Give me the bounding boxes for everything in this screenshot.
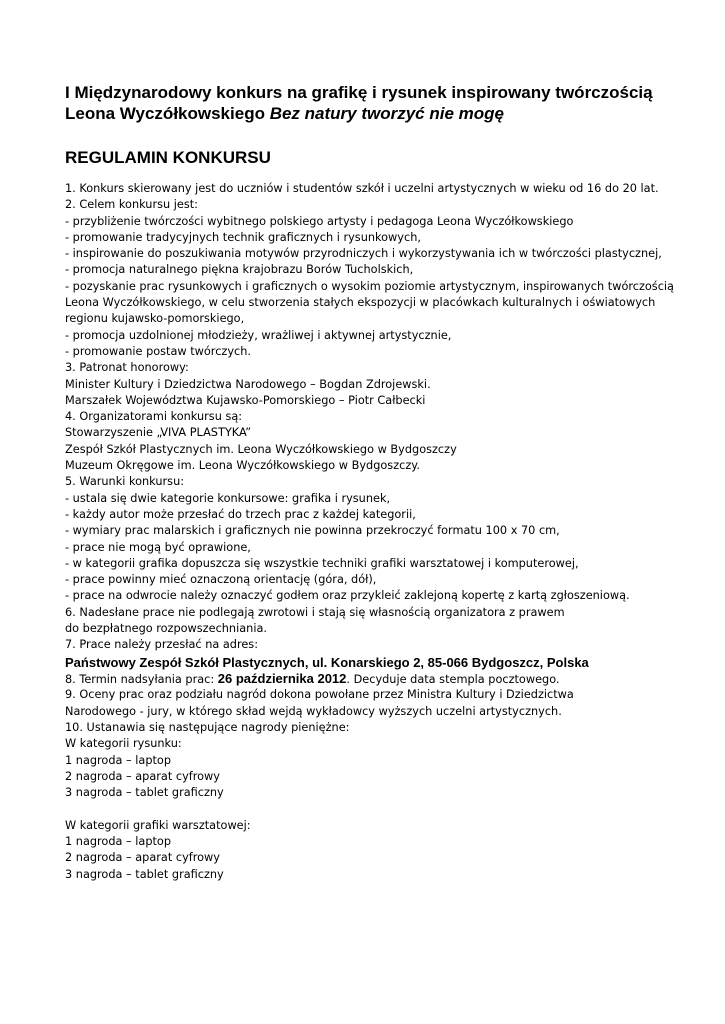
- text-line: 6. Nadesłane prace nie podlegają zwrotowi i stają się własnością organizatora z prawem: [65, 605, 565, 619]
- text-line: 2 nagroda – aparat cyfrowy: [65, 769, 220, 783]
- text-line: Leona Wyczółkowskiego, w celu stworzenia stałych ekspozycji w placówkach kulturalnych i oświatowych: [65, 296, 656, 310]
- text-line: - w kategorii grafika dopuszcza się wszystkie techniki grafiki warsztatowej i komputerowej,: [65, 556, 579, 570]
- regulations-text: [65, 181, 705, 883]
- title-line-2: Leona Wyczółkowskiego: [65, 104, 270, 123]
- text-line: 1 nagroda – laptop: [65, 753, 172, 767]
- text-line: Narodowego - jury, w którego skład wejdą wykładowcy wyższych uczelni artystycznych.: [65, 704, 562, 718]
- text-line: - prace powinny mieć oznaczoną orientację (góra, dół),: [65, 573, 377, 587]
- text-line: - przybliżenie twórczości wybitnego polskiego artysty i pedagoga Leona Wyczółkowskiego: [65, 214, 574, 228]
- text-line: - promowanie postaw twórczych.: [65, 344, 251, 358]
- text-line: - prace nie mogą być oprawione,: [65, 540, 251, 554]
- text-line: 3 nagroda – tablet graficzny: [65, 867, 224, 881]
- text-line: W kategorii grafiki warsztatowej:: [65, 818, 251, 832]
- text-line: W kategorii rysunku:: [65, 737, 182, 751]
- text-line: - promocja uzdolnionej młodzieży, wrażliwej i aktywnej artystycznie,: [65, 328, 452, 342]
- document-title: [65, 82, 685, 124]
- text-line: - pozyskanie prac rysunkowych i graficznych o wysokim poziomie artystycznym, inspirowanych twórczością: [65, 279, 674, 293]
- text-line: 2 nagroda – aparat cyfrowy: [65, 851, 220, 865]
- text-line: - prace na odwrocie należy oznaczyć godłem oraz przykleić zaklejoną kopertę z kartą zgłoszeniową.: [65, 589, 630, 603]
- text-line: Stowarzyszenie „VIVA PLASTYKA”: [65, 426, 252, 440]
- deadline-suffix: . Decyduje data stempla pocztowego.: [346, 673, 560, 687]
- text-line: 3 nagroda – tablet graficzny: [65, 786, 224, 800]
- mailing-address: Państwowy Zespół Szkół Plastycznych, ul. Konarskiego 2, 85-066 Bydgoszcz, Polska: [65, 654, 589, 670]
- text-line: - ustala się dwie kategorie konkursowe: grafika i rysunek,: [65, 491, 391, 505]
- text-line: 1. Konkurs skierowany jest do uczniów i studentów szkół i uczelni artystycznych w wieku od 16 do 20 lat.: [65, 182, 659, 195]
- text-line: - promocja naturalnego piękna krajobrazu Borów Tucholskich,: [65, 263, 414, 277]
- text-line: 5. Warunki konkursu:: [65, 475, 185, 489]
- text-line: - promowanie tradycyjnych technik graficznych i rysunkowych,: [65, 230, 421, 244]
- text-line: 2. Celem konkursu jest:: [65, 198, 198, 212]
- text-line: 3. Patronat honorowy:: [65, 361, 189, 375]
- text-line: Marszałek Województwa Kujawsko-Pomorskiego – Piotr Całbecki: [65, 393, 426, 407]
- text-line: 1 nagroda – laptop: [65, 835, 172, 849]
- title-motto: Bez natury tworzyć nie mogę: [269, 104, 504, 123]
- title-line-1: I Międzynarodowy konkurs na grafikę i rysunek inspirowany twórczością: [65, 83, 653, 102]
- text-line: regionu kujawsko-pomorskiego,: [65, 312, 245, 326]
- text-line: 4. Organizatorami konkursu są:: [65, 410, 243, 424]
- deadline-line: [65, 671, 705, 687]
- text-line: Muzeum Okręgowe im. Leona Wyczółkowskiego w Bydgoszczy.: [65, 459, 420, 473]
- text-line: - każdy autor może przesłać do trzech prac z każdej kategorii,: [65, 507, 416, 521]
- deadline-date: 26 października 2012: [217, 671, 347, 687]
- text-line: 10. Ustanawia się następujące nagrody pieniężne:: [65, 721, 350, 734]
- text-line: do bezpłatnego rozpowszechniania.: [65, 622, 267, 636]
- text-line: - wymiary prac malarskich i graficznych nie powinna przekroczyć formatu 100 x 70 cm,: [65, 524, 560, 538]
- text-line: Minister Kultury i Dziedzictwa Narodowego – Bogdan Zdrojewski.: [65, 377, 431, 391]
- text-line: 7. Prace należy przesłać na adres:: [65, 638, 259, 652]
- section-heading: REGULAMIN KONKURSU: [65, 148, 271, 167]
- text-line: 9. Oceny prac oraz podziału nagród dokona powołane przez Ministra Kultury i Dziedzictwa: [65, 688, 574, 702]
- deadline-prefix: 8. Termin nadsyłania prac:: [65, 673, 218, 687]
- text-line: - inspirowanie do poszukiwania motywów przyrodniczych i wykorzystywania ich w twórczości plastycznej,: [65, 247, 662, 261]
- spacer: [65, 801, 705, 817]
- text-line: Zespół Szkół Plastycznych im. Leona Wyczółkowskiego w Bydgoszczy: [65, 442, 457, 456]
